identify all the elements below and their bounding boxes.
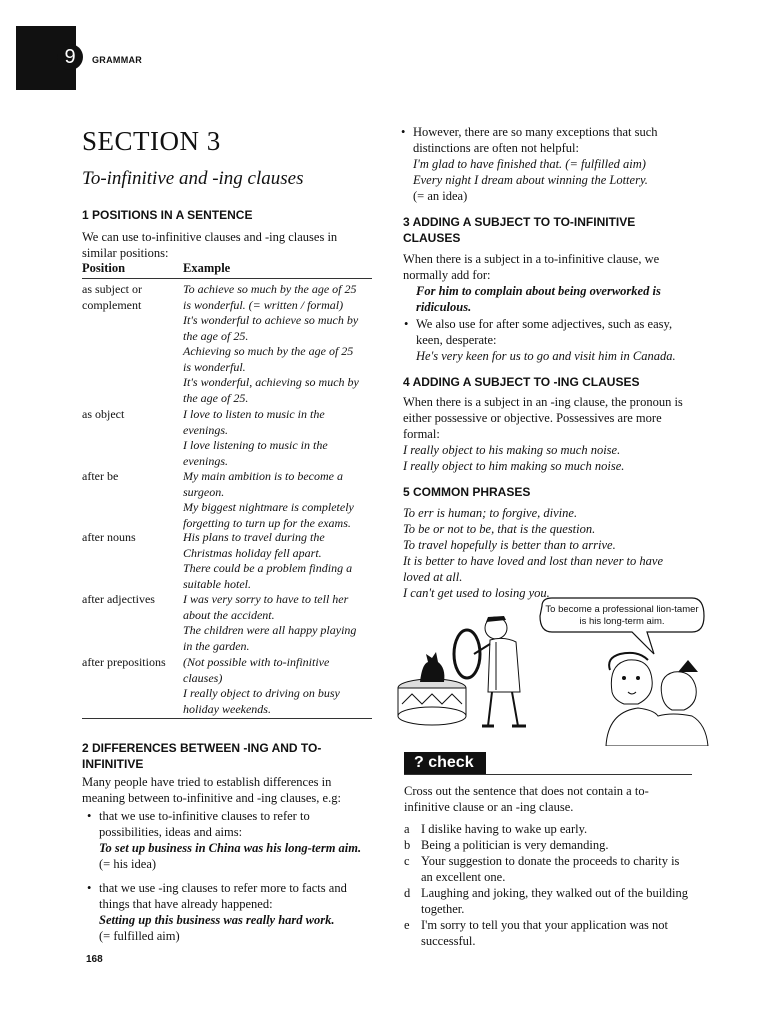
s2-bullet-3: • However, there are so many exceptions that such distinctions are often not helpful: — [400, 124, 690, 156]
example-line: His plans to travel during the — [183, 530, 325, 544]
example-line: I love to listen to music in the — [183, 407, 325, 421]
check-label-box — [404, 752, 486, 774]
s2-note-3: (= an idea) — [413, 189, 468, 203]
phrase-5: I can't get used to losing you. — [403, 586, 550, 600]
s1-heading: 1 POSITIONS IN A SENTENCE — [82, 208, 253, 222]
example-line: in the garden. — [183, 638, 250, 653]
row-example — [183, 469, 371, 531]
example-line: Achieving so much by the age of 25 — [183, 344, 354, 358]
example-line: clauses) — [183, 670, 223, 685]
section-title: SECTION 3 — [82, 126, 221, 156]
example-line: I really object to driving on busy — [183, 686, 340, 700]
s1-intro: We can use to-infinitive clauses and -ing clauses in similar positions: — [82, 230, 338, 260]
example-line: My main ambition is to become a — [183, 469, 343, 483]
example-line: There could be a problem finding a — [183, 561, 353, 575]
check-instruction: Cross out the sentence that does not contain a to-infinitive clause or an -ing clause. — [404, 784, 649, 814]
row-position: after be — [82, 469, 119, 483]
row-example — [183, 530, 371, 592]
row-position: after nouns — [82, 530, 136, 544]
phrase-4: It is better to have loved and lost than never to have loved at all. — [403, 554, 664, 584]
page-number: 168 — [86, 954, 103, 965]
example-line: is wonderful. (= written / formal) — [183, 297, 344, 312]
table-bottom-rule — [82, 718, 372, 719]
example-line: I was very sorry to have to tell her — [183, 592, 349, 606]
s2-bullet-2: • that we use -ing clauses to refer more to facts and things that have already happened: — [86, 880, 372, 912]
example-line: My biggest nightmare is completely — [183, 500, 354, 514]
check-rule — [404, 774, 692, 775]
chapter-label: GRAMMAR — [92, 55, 143, 65]
row-example — [183, 592, 371, 654]
s4-example-2: I really object to him making so much noise. — [403, 459, 625, 473]
check-item-e: e I'm sorry to tell you that your application was not successful. — [404, 918, 668, 948]
s2-example-4: Every night I dream about winning the Lottery. — [413, 173, 648, 187]
check-item-d: d Laughing and joking, they walked out of the building together. — [404, 886, 688, 916]
s2-bullet-1: • that we use to-infinitive clauses to refer to possibilities, ideas and aims: — [86, 808, 372, 840]
lion-tamer-cartoon — [392, 596, 712, 746]
s2-example-1: To set up business in China was his long-term aim. — [99, 841, 362, 855]
row-example — [183, 655, 371, 717]
s3-heading: 3 ADDING A SUBJECT TO TO-INFINITIVE CLAUSES — [403, 215, 636, 245]
s5-heading: 5 COMMON PHRASES — [403, 485, 531, 499]
example-line: evenings. — [183, 422, 228, 437]
s3-example-1: For him to complain about being overworked is ridiculous. — [416, 284, 661, 314]
col-example: Example — [183, 261, 231, 275]
section-subtitle: To-infinitive and -ing clauses — [82, 168, 304, 189]
example-line: suitable hotel. — [183, 576, 251, 591]
s3-example-2: He's very keen for us to go and visit him in Canada. — [416, 349, 676, 363]
table-header-rule — [82, 278, 372, 279]
row-example — [183, 282, 371, 406]
example-line: holiday weekends. — [183, 701, 271, 716]
phrase-3: To travel hopefully is better than to arrive. — [403, 538, 616, 552]
row-position: as object — [82, 407, 125, 421]
s4-example-1: I really object to his making so much noise. — [403, 443, 621, 457]
row-position: after prepositions — [82, 655, 166, 669]
s2-note-1: (= his idea) — [99, 857, 157, 871]
check-item-c: c Your suggestion to donate the proceeds to charity is an excellent one. — [404, 854, 680, 884]
example-line: is wonderful. — [183, 359, 246, 374]
chapter-number: 9 — [57, 44, 83, 70]
example-line: Christmas holiday fell apart. — [183, 545, 322, 560]
s3-bullet-1: • We also use for after some adjectives, such as easy, keen, desperate: — [403, 316, 693, 348]
s2-heading: 2 DIFFERENCES BETWEEN -ING AND TO-INFINITIVE — [82, 741, 322, 771]
speech-bubble-text: To become a professional lion-tamer is his long-term aim. — [545, 604, 699, 627]
phrase-1: To err is human; to forgive, divine. — [403, 506, 578, 520]
row-position: as subject or complement — [82, 282, 142, 312]
example-line: It's wonderful to achieve so much by — [183, 313, 359, 327]
example-line: I love listening to music in the — [183, 438, 328, 452]
example-line: surgeon. — [183, 484, 225, 499]
s2-example-2: Setting up this business was really hard work. — [99, 913, 335, 927]
example-line: evenings. — [183, 453, 228, 468]
s2-note-2: (= fulfilled aim) — [99, 929, 180, 943]
col-position: Position — [82, 261, 126, 275]
example-line: the age of 25. — [183, 390, 249, 405]
example-line: It's wonderful, achieving so much by — [183, 375, 359, 389]
example-line: the age of 25. — [183, 328, 249, 343]
example-line: The children were all happy playing — [183, 623, 357, 637]
example-line: forgetting to turn up for the exams. — [183, 515, 351, 530]
check-item-b: b Being a politician is very demanding. — [404, 838, 609, 852]
row-example — [183, 407, 371, 469]
row-position: after adjectives — [82, 592, 155, 606]
example-line: about the accident. — [183, 607, 275, 622]
s4-heading: 4 ADDING A SUBJECT TO -ING CLAUSES — [403, 375, 640, 389]
s3-intro: When there is a subject in a to-infinitive clause, we normally add for: — [403, 252, 660, 282]
s2-intro: Many people have tried to establish differences in meaning between to-infinitive and -ing clauses, e.g: — [82, 775, 341, 805]
s2-example-3: I'm glad to have finished that. (= fulfilled aim) — [413, 157, 646, 171]
example-line: To achieve so much by the age of 25 — [183, 282, 357, 296]
check-item-a: a I dislike having to wake up early. — [404, 822, 588, 836]
phrase-2: To be or not to be, that is the question. — [403, 522, 596, 536]
example-line: (Not possible with to-infinitive — [183, 655, 330, 669]
check-label: ? check — [414, 754, 474, 771]
s4-intro: When there is a subject in an -ing clause, the pronoun is either possessive or objective. Possessives are more formal: — [403, 395, 683, 441]
